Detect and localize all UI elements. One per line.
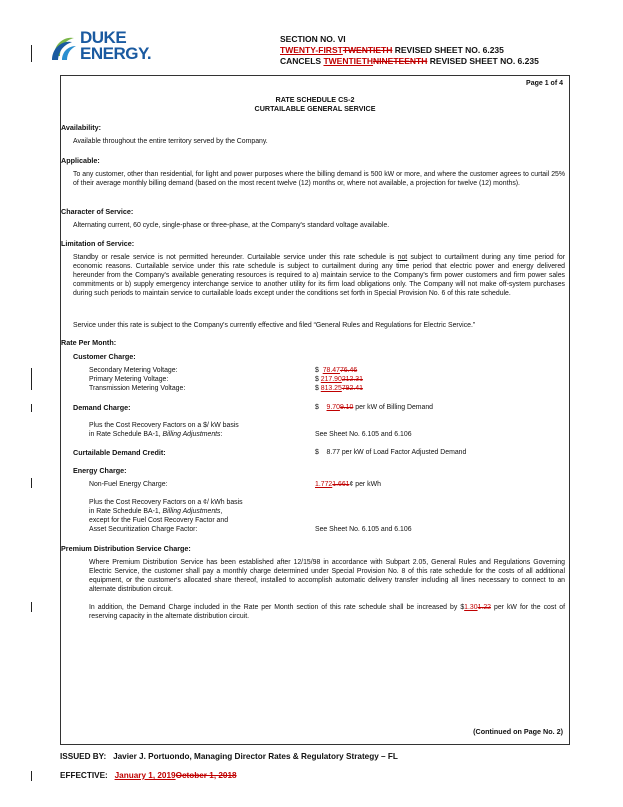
curtailable-credit-heading: Curtailable Demand Credit:	[73, 448, 166, 457]
inserted-text: 217.90	[320, 376, 342, 383]
dollar-sign: $	[315, 404, 319, 411]
cancels-sheet-line	[280, 56, 539, 67]
section-number: SECTION NO. VI	[280, 34, 346, 44]
inserted-text: TWENTY-FIRST	[280, 45, 343, 55]
issued-by-label: ISSUED BY:	[60, 752, 107, 761]
premium-demand-increase-text	[89, 604, 565, 622]
demand-charge-value	[315, 404, 433, 413]
dollar-sign: $	[315, 376, 319, 383]
crf-text: in Rate Schedule BA-1,	[89, 508, 163, 515]
cc-transmission-value	[315, 385, 363, 394]
character-text: Alternating current, 60 cycle, single-phase or three-phase, at the Company's standard voltage available.	[73, 222, 390, 229]
availability-heading: Availability:	[61, 123, 102, 132]
curtailable-credit-amount: 8.77 per kW of Load Factor Adjusted Demand	[326, 449, 467, 456]
deleted-text: 212.31	[341, 376, 363, 383]
limitation-text-part: subject to curtailment during any time period for economic reasons. Curtailable service under this rate schedule is subject to curtailment during any time period that electric power and energy delivered hereunder from the Company's available generating resources is required to a) maintain service to the Company's firm power customers and firm power sales commitments or b) supply emergency interchange service to another utility for its firm load obligations only. The Company will not make off-system purchases during such periods to maintain service to curtailable loads except under the conditions set forth in Special Provision No. 6 of this rate schedule.	[73, 254, 565, 297]
billing-adjustments-italic: Billing Adjustments	[162, 431, 221, 438]
crf-kwh-reference: See Sheet No. 6.105 and 6.106	[315, 526, 412, 533]
logo-line1: DUKE	[80, 28, 127, 47]
crf-kw-line1: Plus the Cost Recovery Factors on a $/ kW basis	[89, 422, 239, 429]
crf-kwh-line4: Asset Securitization Charge Factor:	[89, 526, 198, 533]
curtailable-credit-value	[315, 449, 466, 458]
page-number: Page 1 of 4	[526, 80, 563, 87]
rate-schedule-title: RATE SCHEDULE CS-2	[275, 95, 355, 104]
cancels-prefix: CANCELS	[280, 56, 324, 66]
cc-secondary-label: Secondary Metering Voltage:	[89, 367, 178, 374]
continued-note: (Continued on Page No. 2)	[473, 727, 563, 736]
cc-secondary-value	[315, 367, 357, 376]
limitation-text	[73, 254, 565, 299]
premium-text-part: In addition, the Demand Charge included in the Rate per Month section of this rate schedule shall be increased by $	[89, 604, 465, 611]
change-bar	[31, 404, 32, 412]
inserted-text: 1.30	[464, 604, 478, 611]
issued-by-value: Javier J. Portuondo, Managing Director Rates & Regulatory Strategy – FL	[113, 752, 398, 761]
customer-charge-heading: Customer Charge:	[73, 352, 136, 361]
non-fuel-label: Non-Fuel Energy Charge:	[89, 481, 168, 488]
dollar-sign: $	[315, 449, 319, 456]
deleted-text: 9.10	[339, 404, 354, 411]
crf-text: in Rate Schedule BA-1,	[89, 431, 163, 438]
logo-line2: ENERGY.	[80, 44, 152, 63]
demand-charge-unit: per kW of Billing Demand	[353, 404, 434, 411]
crf-kw-line2	[89, 431, 222, 440]
inserted-text: 9.70	[326, 404, 340, 411]
revised-sheet-rest: REVISED SHEET NO. 6.235	[392, 45, 504, 55]
cc-transmission-label: Transmission Metering Voltage:	[89, 385, 186, 392]
deleted-text: 792.41	[341, 385, 363, 392]
deleted-text: NINETEENTH	[373, 56, 428, 66]
cancels-sheet-rest: REVISED SHEET NO. 6.235	[427, 56, 539, 66]
change-bar	[31, 368, 32, 390]
effective-line	[60, 771, 237, 780]
inserted-text: 813.25	[320, 385, 342, 392]
cc-primary-value	[315, 376, 363, 385]
rate-per-month-heading: Rate Per Month:	[61, 338, 117, 347]
limitation-text-not: not	[397, 254, 408, 261]
duke-energy-logo	[50, 28, 160, 72]
non-fuel-unit: ¢ per kWh	[349, 481, 381, 488]
deleted-text: October 1, 2018	[175, 771, 237, 780]
deleted-text: 76.46	[339, 367, 358, 374]
revised-sheet-line	[280, 45, 539, 56]
tariff-sheet-body	[60, 75, 570, 745]
general-rules-text: Service under this rate is subject to the Company's currently effective and filed “General Rules and Regulations for Electric Service.”	[73, 322, 476, 329]
non-fuel-value	[315, 481, 381, 490]
effective-label: EFFECTIVE:	[60, 771, 108, 780]
applicable-heading: Applicable:	[61, 156, 100, 165]
crf-kwh-line2	[89, 508, 222, 517]
demand-charge-heading: Demand Charge:	[73, 403, 131, 412]
dollar-sign: $	[315, 385, 319, 392]
premium-text-part: per kW for the cost of reserving capacity in the alternate distribution circuit.	[89, 604, 565, 620]
issued-by-line	[60, 752, 398, 761]
crf-kw-reference: See Sheet No. 6.105 and 6.106	[315, 431, 412, 438]
inserted-text: 78.47	[322, 367, 340, 374]
deleted-text: 1.22	[477, 604, 491, 611]
change-bar	[31, 45, 32, 62]
inserted-text: TWENTIETH	[323, 56, 374, 66]
applicable-text: To any customer, other than residential, for light and power purposes where the billing demand is 500 kW or more, and where the customer agrees to curtail 25% of their average monthly billing demand (based on the most recent twelve (12) months or, where not available, a projection for twelve (12) months).	[73, 171, 565, 187]
deleted-text: 1.661	[332, 481, 350, 488]
change-bar	[31, 478, 32, 488]
duke-energy-logo-mark-icon	[50, 30, 78, 66]
billing-adjustments-italic: Billing Adjustments	[162, 508, 221, 515]
dollar-sign: $	[315, 367, 319, 374]
premium-distribution-text: Where Premium Distribution Service has been established after 12/15/98 in accordance with Subpart 2.05, General Rules and Regulations Governing Electric Service, the customer shall pay a monthly charge determined under Special Provision No. 8 of this rate schedule for the costs of all additional equipment, or the customer's allocated share thereof, installed to accomplish automatic delivery transfer including all lines necessary to connect to an alternate distribution circuit.	[89, 559, 565, 593]
crf-text: ,	[220, 508, 223, 515]
inserted-text: January 1, 2019	[114, 771, 176, 780]
deleted-text: TWENTIETH	[342, 45, 393, 55]
crf-text: :	[220, 431, 223, 438]
energy-charge-heading: Energy Charge:	[73, 466, 127, 475]
limitation-heading: Limitation of Service:	[61, 239, 135, 248]
duke-energy-wordmark	[80, 30, 151, 62]
rate-schedule-subtitle: CURTAILABLE GENERAL SERVICE	[254, 104, 376, 113]
change-bar	[31, 771, 32, 781]
sheet-header	[280, 34, 539, 67]
inserted-text: 1.772	[315, 481, 333, 488]
character-heading: Character of Service:	[61, 207, 134, 216]
cc-primary-label: Primary Metering Voltage:	[89, 376, 169, 383]
availability-text: Available throughout the entire territory served by the Company.	[73, 138, 268, 145]
premium-distribution-heading: Premium Distribution Service Charge:	[61, 544, 191, 553]
crf-kwh-line3: except for the Fuel Cost Recovery Factor and	[89, 517, 229, 524]
crf-kwh-line1: Plus the Cost Recovery Factors on a ¢/ kWh basis	[89, 499, 243, 506]
change-bar	[31, 602, 32, 612]
limitation-text-part: Standby or resale service is not permitted hereunder. Curtailable service under this rate schedule is	[73, 254, 398, 261]
